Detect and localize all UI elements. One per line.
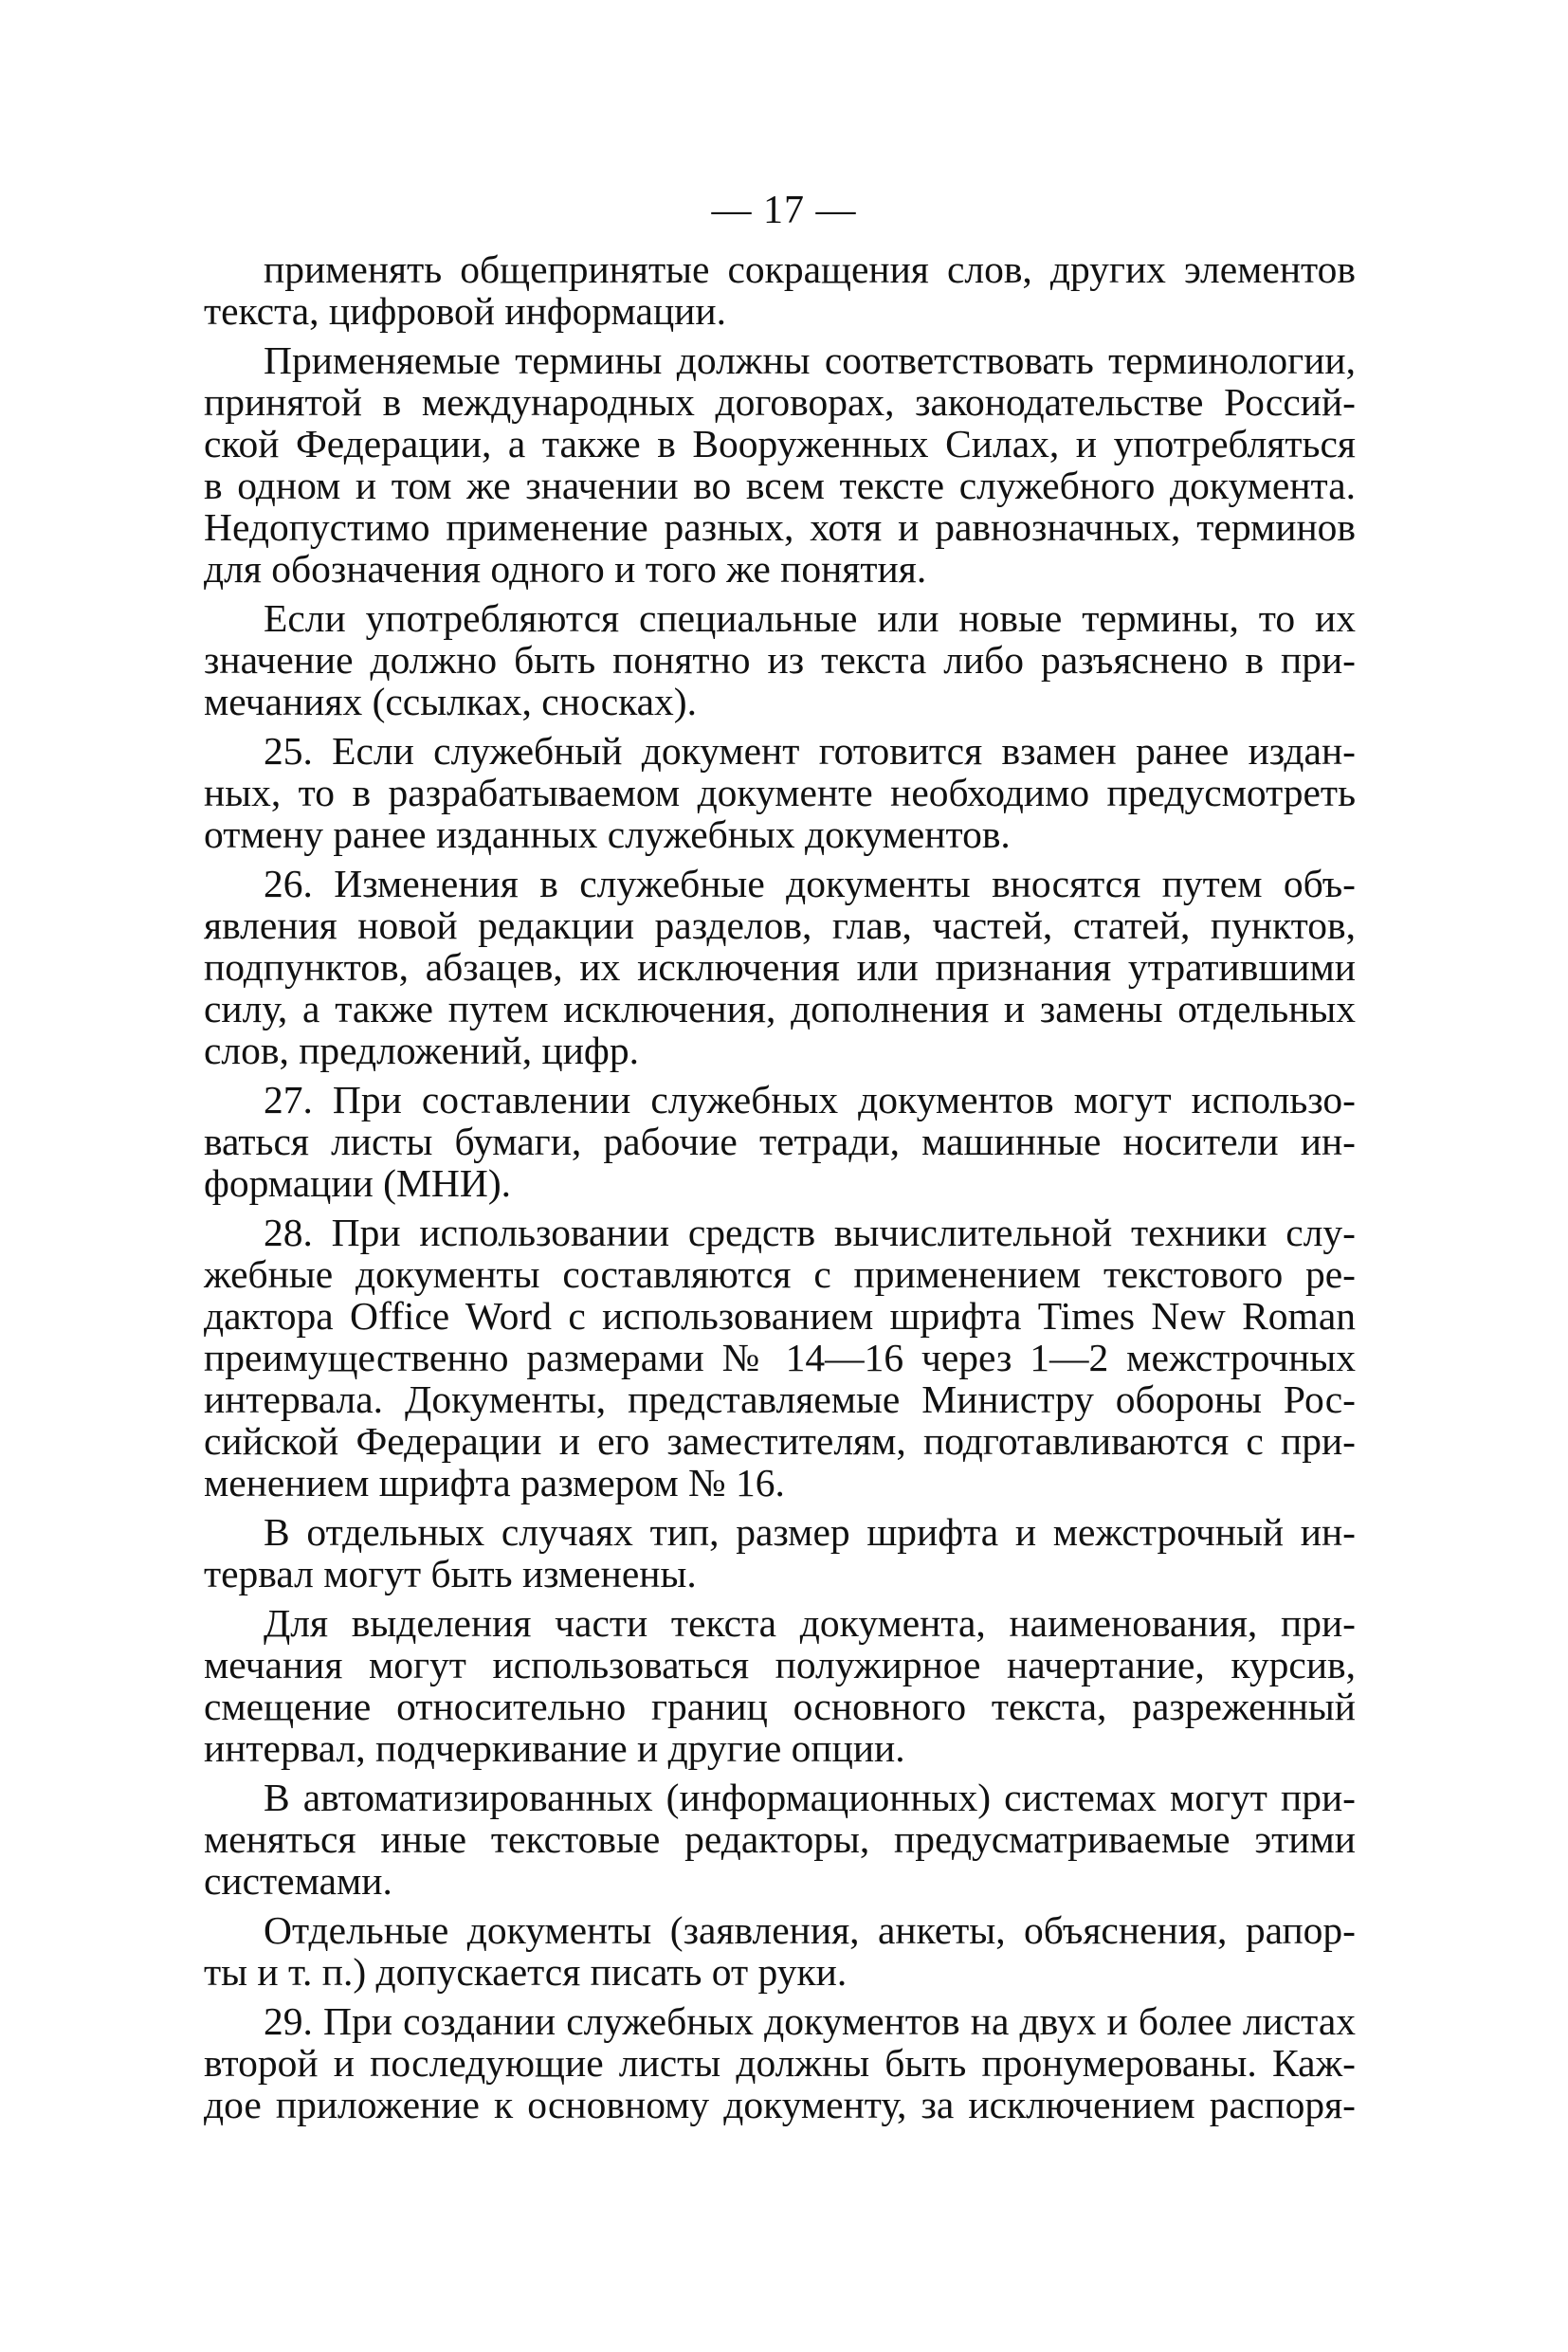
text-line: подпунктов, абзацев, их исключения или признания утратившими <box>204 945 1356 989</box>
text-line: менением шрифта размером № 16. <box>204 1461 785 1504</box>
text-line: значение должно быть понятно из текста либо разъяснено в при- <box>204 638 1356 682</box>
text-line: В автоматизированных (информационных) системах могут при- <box>264 1776 1356 1819</box>
text-line: в одном и том же значении во всем тексте служебного документа. <box>204 464 1356 507</box>
paragraph <box>204 1909 1356 1993</box>
page-number: — 17 — <box>711 189 857 232</box>
text-line: В отдельных случаях тип, размер шрифта и межстрочный ин- <box>264 1510 1356 1554</box>
document-body <box>204 248 1356 2133</box>
text-line: текста, цифровой информации. <box>204 289 726 333</box>
text-line: Недопустимо применение разных, хотя и равнозначных, терминов <box>204 505 1356 549</box>
paragraph <box>204 2000 1356 2125</box>
text-line: дое приложение к основному документу, за исключением распоря- <box>204 2083 1356 2126</box>
text-line: Отдельные документы (заявления, анкеты, объяснения, рапор- <box>264 1908 1356 1952</box>
text-line: ваться листы бумаги, рабочие тетради, машинные носители ин- <box>204 1120 1356 1163</box>
paragraph <box>204 248 1356 332</box>
paragraph <box>204 730 1356 855</box>
paragraph <box>204 1079 1356 1204</box>
text-line: ской Федерации, а также в Вооруженных Силах, и употребляться <box>204 422 1356 465</box>
text-line: меняться иные текстовые редакторы, предусматриваемые этими <box>204 1817 1356 1861</box>
text-line: 29. При создании служебных документов на двух и более листах <box>264 1999 1356 2043</box>
text-line: жебные документы составляются с применением текстового ре- <box>204 1252 1356 1296</box>
paragraph <box>204 863 1356 1071</box>
paragraph <box>204 339 1356 590</box>
text-line: Применяемые термины должны соответствовать терминологии, <box>264 338 1356 382</box>
text-line: системами. <box>204 1859 392 1903</box>
text-line: 26. Изменения в служебные документы вносятся путем объ- <box>264 862 1356 905</box>
paragraph <box>204 1212 1356 1504</box>
text-line: формации (МНИ). <box>204 1161 512 1205</box>
text-line: Для выделения части текста документа, наименования, при- <box>264 1601 1356 1645</box>
paragraph <box>204 1602 1356 1769</box>
text-line: для обозначения одного и того же понятия. <box>204 547 927 591</box>
paragraph <box>204 597 1356 722</box>
text-line: принятой в международных договорах, законодательстве Россий- <box>204 380 1356 424</box>
text-line: дактора Office Word с использованием шрифта Times New Roman <box>204 1294 1356 1338</box>
text-line: отмену ранее изданных служебных документов. <box>204 812 1011 856</box>
text-line: слов, предложений, цифр. <box>204 1029 639 1072</box>
text-line: преимущественно размерами № 14—16 через 1—2 межстрочных <box>204 1336 1356 1379</box>
text-line: силу, а также путем исключения, дополнения и замены отдельных <box>204 987 1356 1030</box>
text-line: интервала. Документы, представляемые Министру обороны Рос- <box>204 1377 1356 1421</box>
text-line: мечаниях (ссылках, сносках). <box>204 680 698 723</box>
text-line: интервал, подчеркивание и другие опции. <box>204 1726 905 1770</box>
paragraph <box>204 1777 1356 1902</box>
text-line: сийской Федерации и его заместителям, подготавливаются с при- <box>204 1419 1356 1463</box>
text-line: 25. Если служебный документ готовится взамен ранее издан- <box>264 729 1356 773</box>
text-line: ных, то в разрабатываемом документе необходимо предусмотреть <box>204 771 1356 814</box>
text-line: явления новой редакции разделов, глав, частей, статей, пунктов, <box>204 903 1356 947</box>
text-line: применять общепринятые сокращения слов, других элементов <box>264 247 1356 291</box>
text-line: ты и т. п.) допускается писать от руки. <box>204 1950 848 1994</box>
text-line: 28. При использовании средств вычислительной техники слу- <box>264 1211 1356 1254</box>
text-line: смещение относительно границ основного текста, разреженный <box>204 1685 1356 1728</box>
text-line: 27. При составлении служебных документов могут использо- <box>264 1078 1356 1121</box>
paragraph <box>204 1511 1356 1595</box>
text-line: тервал могут быть изменены. <box>204 1552 697 1595</box>
text-line: второй и последующие листы должны быть пронумерованы. Каж- <box>204 2041 1356 2085</box>
text-line: мечания могут использоваться полужирное начертание, курсив, <box>204 1643 1356 1687</box>
text-line: Если употребляются специальные или новые термины, то их <box>264 596 1356 640</box>
